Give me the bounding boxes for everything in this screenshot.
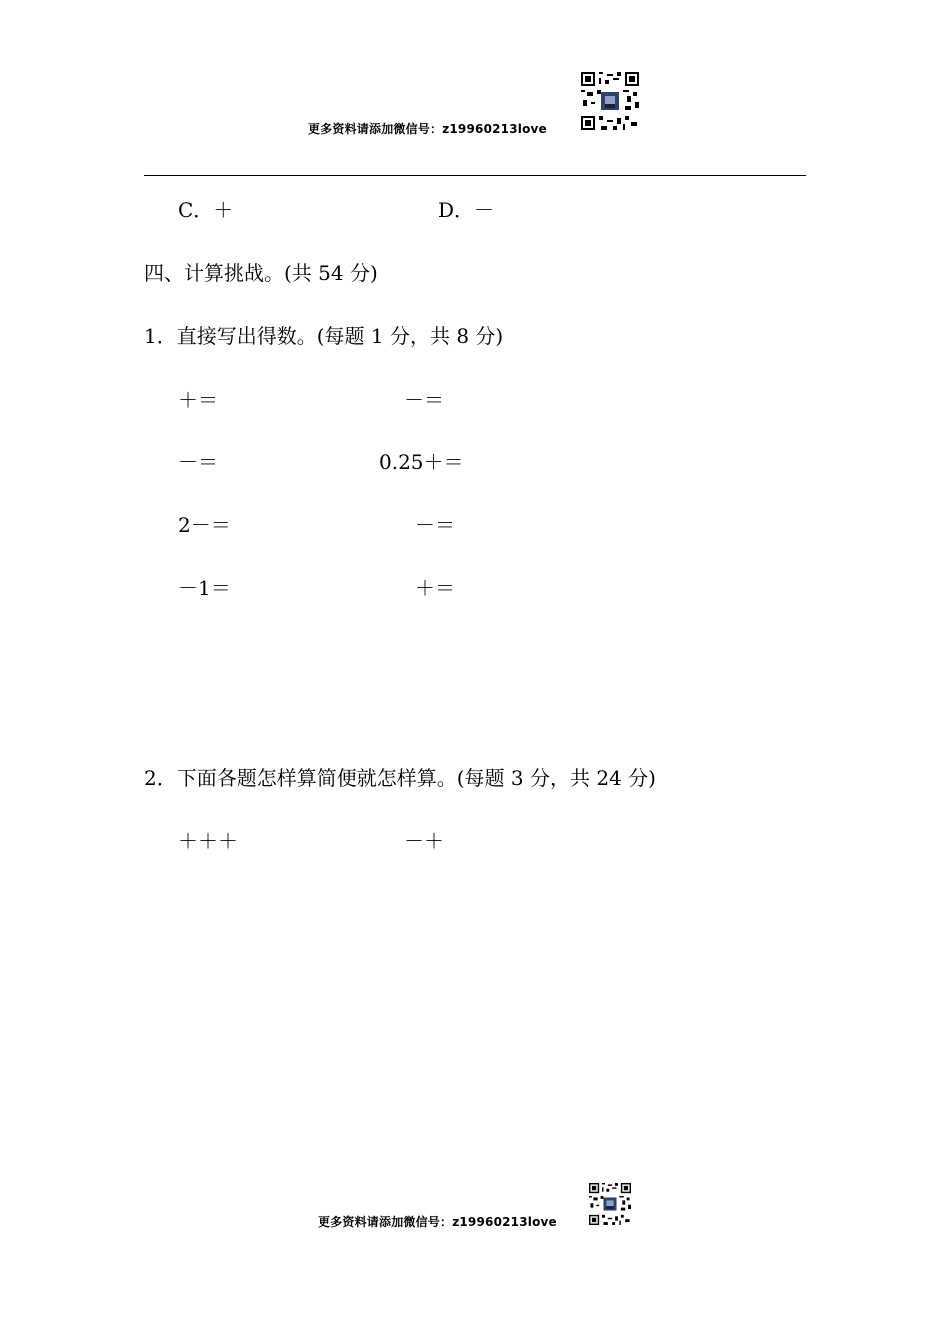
q1-item-3: －＝ bbox=[178, 450, 218, 474]
footer-wechat-note: 更多资料请添加微信号：z19960213love bbox=[318, 1215, 557, 1229]
question-1-title: 1．直接写出得数。(每题 1 分，共 8 分) bbox=[144, 324, 504, 348]
option-d: D．－ bbox=[438, 198, 495, 222]
q2-item-2: －＋ bbox=[404, 829, 444, 853]
question-2-title: 2．下面各题怎样算简便就怎样算。(每题 3 分，共 24 分) bbox=[144, 766, 656, 790]
header-wechat-note: 更多资料请添加微信号：z19960213love bbox=[308, 122, 547, 136]
q1-item-5: 2－＝ bbox=[178, 513, 231, 537]
q1-item-7: －1＝ bbox=[178, 576, 231, 600]
q1-item-2: －＝ bbox=[404, 388, 444, 412]
q1-item-8: ＋＝ bbox=[415, 576, 455, 600]
option-c: C．＋ bbox=[178, 198, 234, 222]
header-qr-code-icon bbox=[581, 72, 639, 130]
q1-item-1: ＋＝ bbox=[178, 388, 218, 412]
q2-item-1: ＋＋＋ bbox=[178, 829, 238, 853]
header-divider bbox=[144, 175, 806, 176]
q1-item-6: －＝ bbox=[415, 513, 455, 537]
q1-item-4: 0.25＋＝ bbox=[379, 450, 464, 474]
footer-qr-code-icon bbox=[589, 1183, 631, 1225]
section-title: 四、计算挑战。(共 54 分) bbox=[144, 261, 378, 285]
